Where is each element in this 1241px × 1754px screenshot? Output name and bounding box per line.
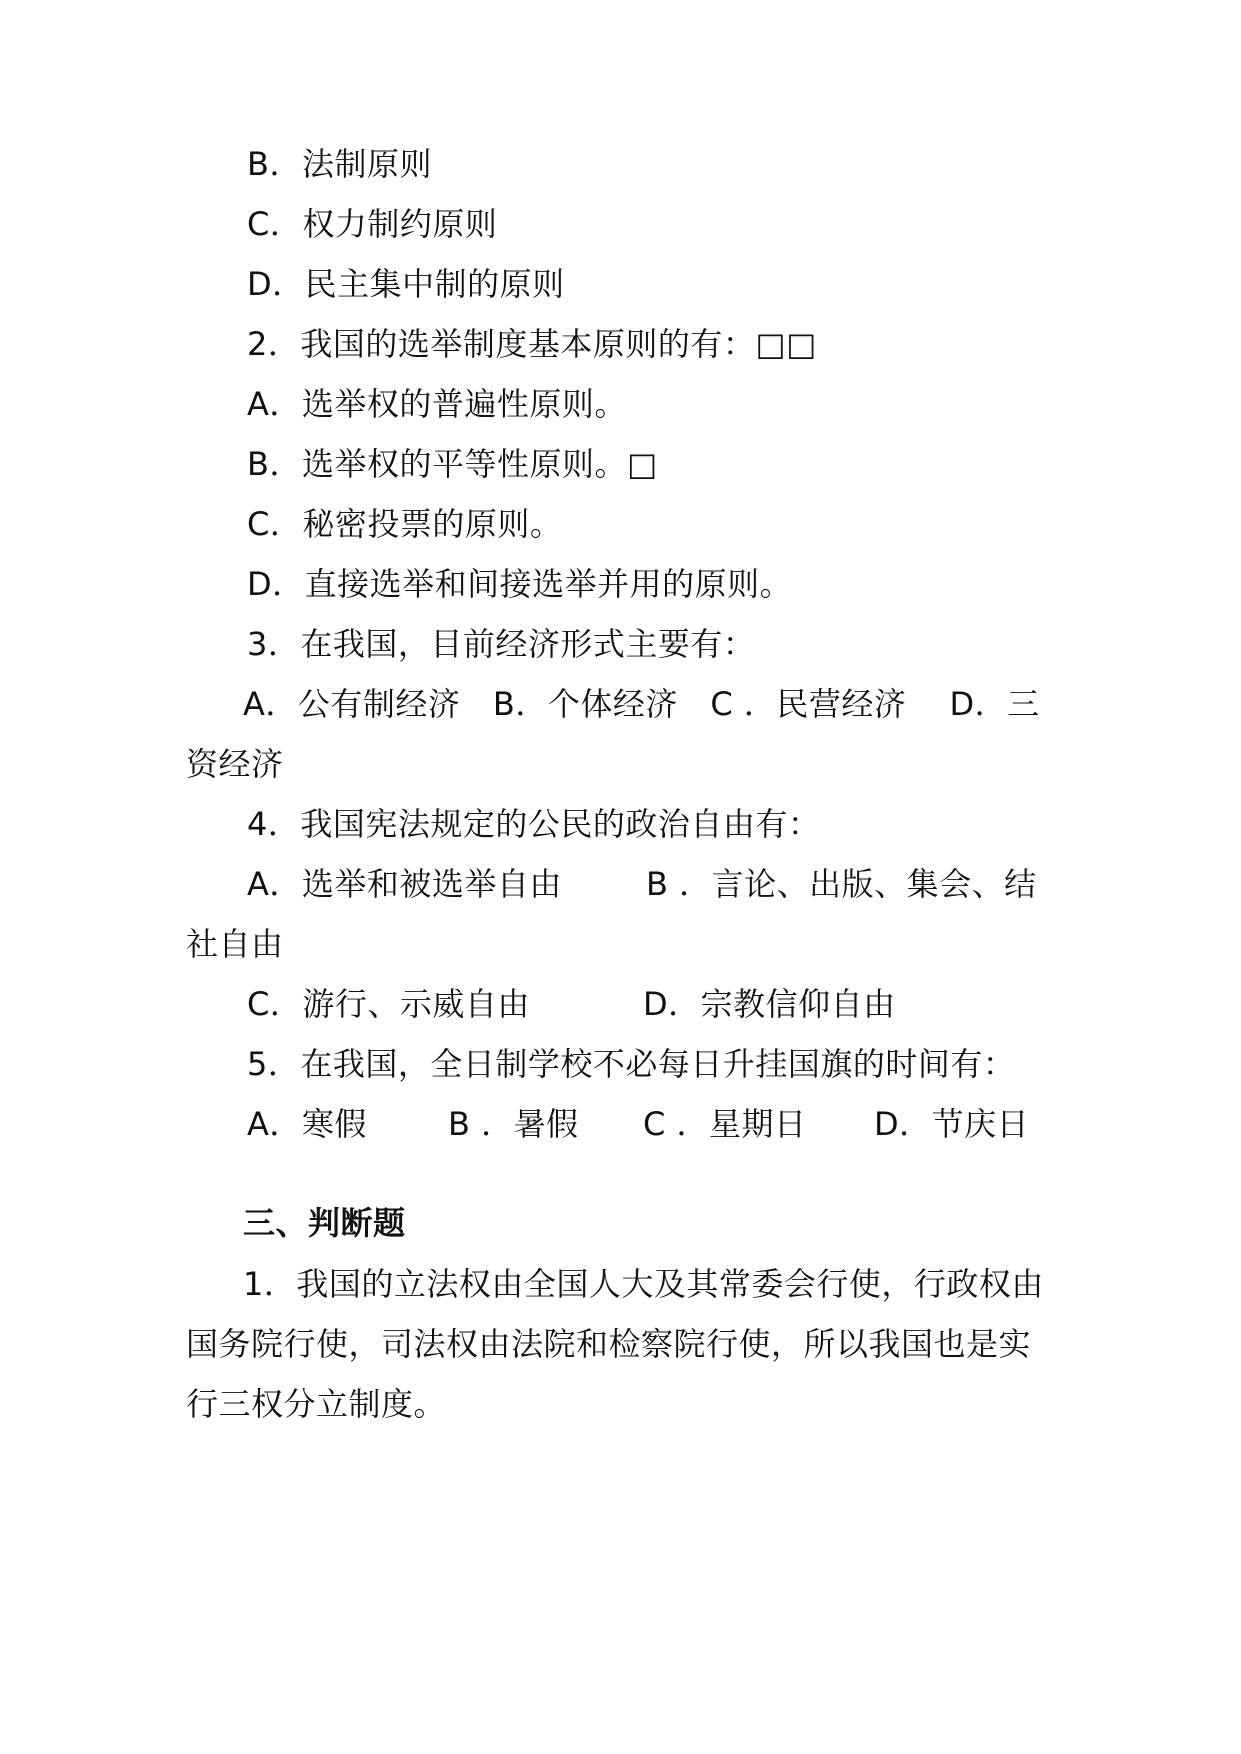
q2-option-b: B．选举权的平等性原则。□ [247,445,658,483]
q5-option-d: D．节庆日 [874,1105,1030,1143]
q3-stem: 3．在我国，目前经济形式主要有： [247,625,756,663]
q1-option-c: C．权力制约原则 [247,205,498,243]
q3-options-line1: A．公有制经济 B．个体经济 C ．民营经济 D．三 [243,685,1040,723]
q3-options-line2: 资经济 [186,745,284,783]
q4-stem: 4．我国宪法规定的公民的政治自由有： [247,805,821,843]
q5-options-row [0,1102,1241,1146]
judgment-item-1-line-3: 行三权分立制度。 [186,1385,447,1423]
q5-stem: 5．在我国，全日制学校不必每日升挂国旗的时间有： [247,1045,1016,1083]
q2-option-d: D．直接选举和间接选举并用的原则。 [247,565,793,603]
q5-option-c: C ．星期日 [643,1105,807,1143]
q1-option-b: B．法制原则 [247,145,432,183]
q4-option-d: D．宗教信仰自由 [643,985,896,1023]
q4-options-row-2 [0,982,1241,1026]
q2-stem: 2．我国的选举制度基本原则的有：□□ [247,325,817,363]
q5-option-b: B ．暑假 [448,1105,579,1143]
q4-option-b: B ．言论、出版、集会、结 [646,865,1037,903]
q4-option-c: C．游行、示威自由 [247,985,530,1023]
q4-options-row-1 [0,862,1241,906]
judgment-item-1-line-2: 国务院行使，司法权由法院和检察院行使，所以我国也是实 [186,1325,1032,1363]
q2-option-a: A．选举权的普遍性原则。 [247,385,627,423]
q4-option-a: A．选举和被选举自由 [247,865,562,903]
judgment-item-1-line-1: 1．我国的立法权由全国人大及其常委会行使，行政权由 [243,1265,1044,1303]
q1-option-d: D．民主集中制的原则 [247,265,565,303]
q2-option-c: C．秘密投票的原则。 [247,505,563,543]
q5-option-a: A．寒假 [247,1105,367,1143]
q4-option-b-continued: 社自由 [186,925,284,963]
section-heading: 三、判断题 [243,1204,406,1242]
